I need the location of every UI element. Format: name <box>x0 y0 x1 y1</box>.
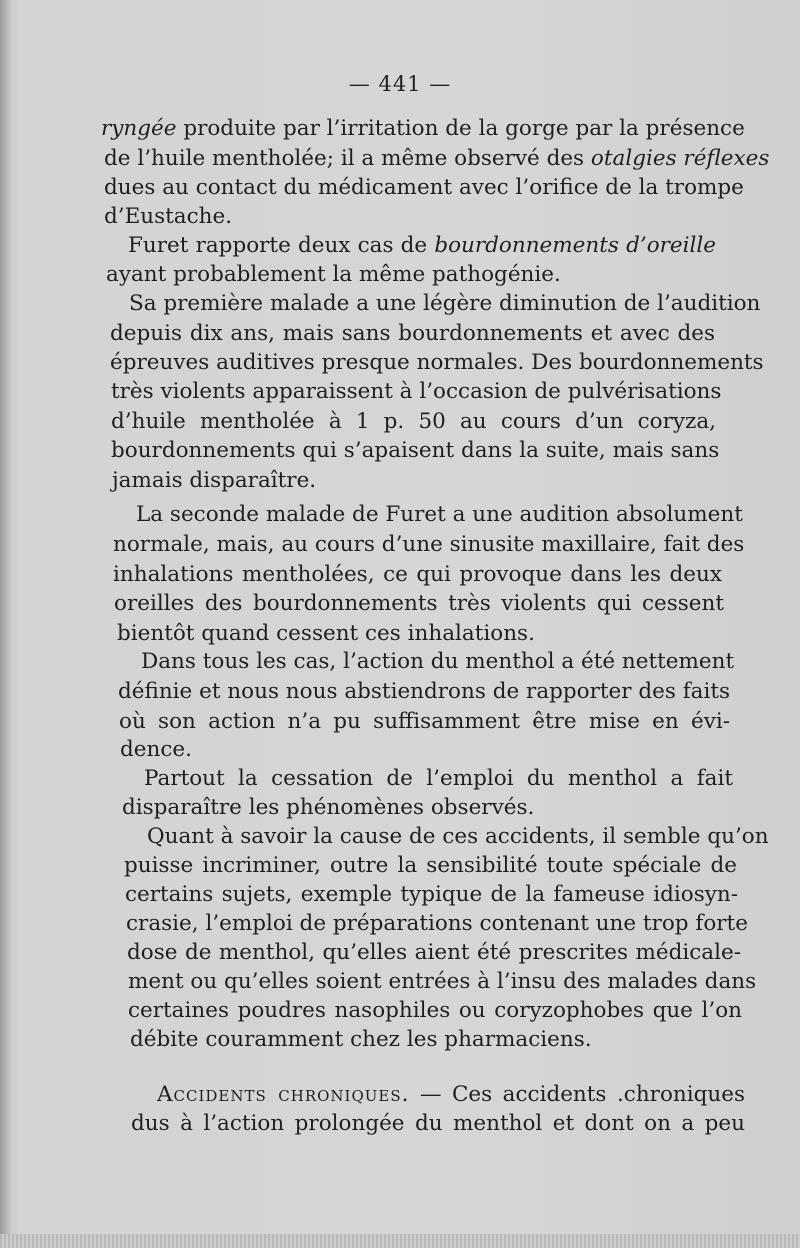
text-line <box>144 768 733 790</box>
text-run: bientôt quand cessent ces inhalations. <box>117 621 535 646</box>
text-line <box>147 824 769 849</box>
text-run: oreilles des bourdonnements très violents qui cessent <box>114 591 724 616</box>
text-run: certaines poudres nasophiles ou coryzophobes que l’on <box>128 998 742 1023</box>
text-line <box>136 502 743 527</box>
text-line <box>111 411 716 433</box>
text-line <box>126 911 748 936</box>
text-run: puisse incriminer, outre la sensibilité toute spéciale de <box>124 853 737 878</box>
text-run: depuis dix ans, mais sans bourdonnements et avec des <box>110 321 715 346</box>
text-run: jamais disparaître. <box>112 468 317 493</box>
text-run: dence. <box>120 737 192 762</box>
text-line <box>113 564 722 586</box>
text-run: très violents apparaissent à l’occasion de pulvérisations <box>111 379 722 404</box>
text-line <box>106 264 561 286</box>
text-line <box>125 884 738 906</box>
text-run: Partout la cessation de l’emploi du menthol a fait <box>144 766 733 791</box>
text-line <box>119 711 730 733</box>
text-run: La seconde malade de Furet a une audition absolument <box>136 502 743 527</box>
text-run: de l’huile mentholée; il a même observé des <box>104 146 591 171</box>
page-number: — 441 — <box>348 72 452 96</box>
text-line <box>111 379 722 404</box>
text-line <box>127 942 741 964</box>
italic-text-run: otalgies réflexes <box>590 146 770 171</box>
text-line <box>122 797 534 819</box>
text-run: inhalations mentholées, ce qui provoque dans les deux <box>113 562 722 587</box>
section-heading: Accidents chroniques. <box>157 1082 410 1107</box>
text-line <box>128 1000 742 1022</box>
text-line <box>120 739 192 761</box>
text-run: produite par l’irritation de la gorge par la présence <box>176 116 745 141</box>
page-left-edge <box>0 0 10 1248</box>
text-line <box>111 438 720 463</box>
text-line <box>113 532 745 557</box>
text-line <box>104 175 744 200</box>
italic-text-run: bourdonnements d’oreille <box>434 233 716 258</box>
text-line <box>101 116 745 141</box>
text-run: crasie, l’emploi de préparations contenant une trop forte <box>126 911 748 936</box>
text-run: d’Eustache. <box>104 204 233 229</box>
text-run: ayant probablement la même pathogénie. <box>106 262 561 287</box>
text-run: disparaître les phénomènes observés. <box>122 795 535 820</box>
page-bottom-edge <box>0 1234 800 1248</box>
text-line <box>130 1029 592 1051</box>
text-run: Sa première malade a une légère diminution de l’audition <box>129 291 761 316</box>
text-run: débite couramment chez les pharmaciens. <box>130 1027 592 1052</box>
text-line <box>110 323 715 345</box>
text-line <box>104 206 232 228</box>
text-run: d’huile mentholée à 1 p. 50 au cours d’un coryza, <box>111 409 716 434</box>
section-first-line <box>157 1084 745 1106</box>
text-run: certains sujets, exemple typique de la fameuse idiosyn- <box>125 882 738 907</box>
text-line <box>141 649 735 674</box>
text-run: où son action n’a pu suffisamment être mise en évi- <box>119 709 730 734</box>
text-run: épreuves auditives presque normales. Des bourdonnements <box>110 350 764 375</box>
text-run: bourdonnements qui s’apaisent dans la suite, mais sans <box>111 438 720 463</box>
text-run: normale, mais, au cours d’une sinusite maxillaire, fait des <box>113 532 745 557</box>
text-line <box>110 350 764 375</box>
text-run: dues au contact du médicament avec l’orifice de la trompe <box>104 175 744 200</box>
text-line <box>128 235 716 257</box>
text-run: Dans tous les cas, l’action du menthol a été nettement <box>141 649 735 674</box>
text-line <box>104 146 770 171</box>
text-run: Furet rapporte deux cas de <box>128 233 435 258</box>
text-line <box>124 855 737 877</box>
text-line <box>128 969 757 994</box>
text-line <box>117 623 535 645</box>
text-run: ment ou qu’elles soient entrées à l’insu des malades dans <box>128 969 757 994</box>
text-line <box>129 291 761 316</box>
text-line <box>118 679 731 704</box>
italic-text-run: ryngée <box>101 116 177 141</box>
text-run: Quant à savoir la cause de ces accidents, il semble qu’on <box>147 824 769 849</box>
text-run: dose de menthol, qu’elles aient été prescrites médicale- <box>127 940 741 965</box>
text-run: définie et nous nous abstiendrons de rapporter des faits <box>118 679 731 704</box>
text-line <box>112 470 316 492</box>
text-line <box>114 593 724 615</box>
section-second-line: dus à l’action prolongée du menthol et dont on a peu <box>131 1111 745 1136</box>
section-heading-rest: — Ces accidents .chroniques <box>409 1082 745 1107</box>
